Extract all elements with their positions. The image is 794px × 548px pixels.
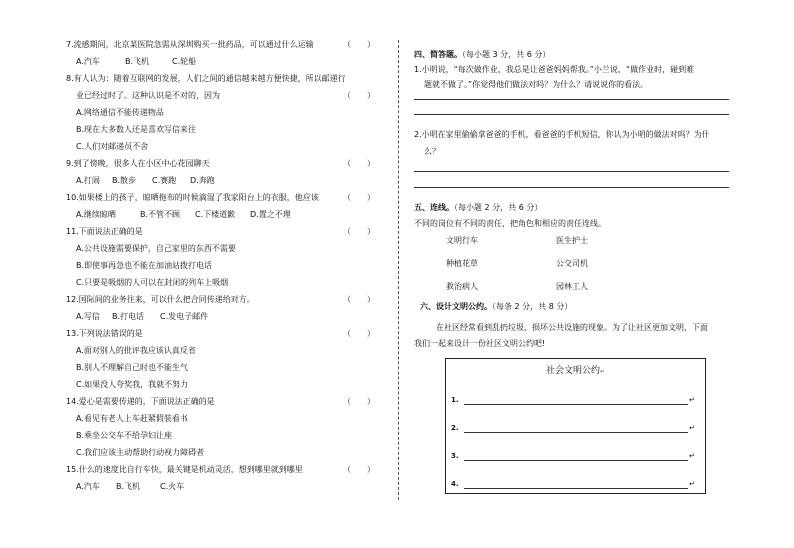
convention-item-number: 2. [451,424,459,432]
matching-right-item[interactable]: 公交司机 [556,259,588,268]
convention-box [445,358,706,494]
convention-item-number: 3. [451,452,459,460]
convention-item-number: 1. [451,396,459,404]
option-b: B.即使事再急也不能在加油站拨打电话 [76,261,213,270]
option-c: C.发电子邮件 [160,312,209,321]
option-a: A.继续晾晒 [76,210,116,219]
question-13-text: 13.下列说法错误的是 [66,329,143,338]
answer-paren[interactable]: （ ） [343,465,375,474]
question-2-line2: 么？ [424,147,440,156]
return-mark-icon: ↵ [689,424,695,432]
section-6-heading [420,301,572,312]
option-c: C.下楼道歉 [195,210,236,219]
question-12-text: 12.国际间的业务往来，可以什么把合同传递给对方。 [66,295,255,304]
option-c: C.火车 [160,482,185,491]
option-c: C.赛跑 [152,176,177,185]
question-15-text: 15.什么的速度比自行车快，最关键是机动灵活，想到哪里就到哪里 [66,465,303,474]
answer-line[interactable] [414,171,729,172]
option-b: B.不管不顾 [140,210,181,219]
convention-item-line[interactable] [464,460,688,461]
question-11-text: 11.下面说法正确的是 [66,227,143,236]
option-a: A.写信 [76,312,100,321]
option-a: A.面对别人的批评我应该认真反省 [76,346,196,355]
option-a: A.汽车 [76,57,100,66]
section-title: 六、设计文明公约。 [420,302,492,311]
convention-item-line[interactable] [464,432,688,433]
answer-paren[interactable]: （ ） [343,227,375,236]
return-mark-icon: ↵ [599,368,606,375]
convention-item-number: 4. [451,480,459,488]
option-d: D.置之不理 [250,210,291,219]
option-b: B.打电话 [112,312,145,321]
box-title-text: 社会文明公约 [545,366,600,376]
matching-right-item[interactable]: 园林工人 [556,282,588,291]
section-score: （每小题 2 分，共 6 分） [454,203,543,212]
section-4-heading [414,49,550,60]
option-c: C.我们应该主动帮助行动视力障碍者 [76,448,205,457]
section-score: （每小题 3 分，共 6 分） [462,50,551,59]
option-b: B.乘坐公交车不给孕妇让座 [76,431,173,440]
answer-line[interactable] [414,187,729,188]
question-2-line1: 2.小明在家里偷偷拿爸爸的手机，看爸爸的手机短信，你认为小明的做法对吗？为什 [414,130,710,139]
option-d: D.奔跑 [190,176,215,185]
option-c: C.轮船 [172,57,197,66]
answer-paren[interactable]: （ ） [343,397,375,406]
convention-box-title [446,365,705,378]
question-8-text: 8.有人认为：随着互联网的发展，人们之间的通信越来越方便快捷，所以邮递行 [66,74,346,83]
option-a: A.看见有老人上车赶紧假装看书 [76,414,188,423]
column-divider [398,40,399,500]
question-8-text-cont: 业已经过时了。这种认识是不对的，因为 [76,91,220,100]
question-14-text: 14.爱心是需要传递的，下面说法正确的是 [66,397,215,406]
matching-left-item[interactable]: 种植花草 [446,259,478,268]
section-6-paragraph: 在社区经常看到乱扔垃圾、损坏公共设施的现象。为了让社区更加文明，下面 [436,323,708,332]
answer-line[interactable] [414,114,729,115]
option-b: B.飞机 [125,57,150,66]
matching-right-item[interactable]: 医生护士 [556,236,588,245]
question-10-text: 10.如果楼上的孩子，晾晒拖布的时候滴湿了我家阳台上的衣服，他应该 [66,193,319,202]
return-mark-icon: ↵ [689,480,695,488]
answer-paren[interactable]: （ ） [343,159,375,168]
matching-left-item[interactable]: 文明行车 [446,236,478,245]
option-a: A.公共设施需要保护，自己家里的东西不需要 [76,244,236,253]
option-a: A.汽车 [76,482,100,491]
answer-paren[interactable]: （ ） [343,295,375,304]
return-mark-icon: ↵ [689,396,695,404]
section-title: 四、简答题。 [414,50,462,59]
option-c: C.人们对邮递员不舍 [76,142,149,151]
convention-item-line[interactable] [464,488,688,489]
option-a: A.打闹 [76,176,100,185]
answer-paren[interactable]: （ ） [343,193,375,202]
option-a: A.网络通信不能传递物品 [76,108,164,117]
section-5-heading [414,202,542,213]
section-score: （每条 2 分，共 8 分） [492,302,573,311]
answer-paren[interactable]: （ ） [343,329,375,338]
option-c: C.只要是吸烟的人可以在封闭的列车上吸烟 [76,278,229,287]
section-title: 五、连线。 [414,203,454,212]
question-1-line2: 题就不做了。”你觉得他们做法对吗？为什么？请说说你的看法。 [424,80,649,89]
option-b: B.飞机 [116,482,141,491]
option-c: C.如果没人夸奖我，我就不努力 [76,380,189,389]
option-b: B.散步 [112,176,137,185]
matching-instruction: 不同的岗位有不同的责任，把角色和相应的责任连线。 [414,219,606,228]
answer-paren[interactable]: （ ） [343,91,375,100]
option-b: B.现在大多数人还是喜欢写信来往 [76,125,197,134]
option-b: B.别人不理解自己时也不能生气 [76,363,189,372]
question-7-text: 7.流感期间，北京某医院急需从深圳购买一批药品，可以通过什么运输 [66,40,314,49]
return-mark-icon: ↵ [689,452,695,460]
matching-left-item[interactable]: 救治病人 [446,282,478,291]
section-6-paragraph-cont: 我们一起来设计一份社区文明公约吧! [414,339,546,348]
convention-item-line[interactable] [464,404,688,405]
question-1-line1: 1.小明说，“每次做作业，我总是让爸爸妈妈帮我。”小兰说，“做作业时，碰到难 [414,65,695,74]
question-9-text: 9.到了傍晚，很多人在小区中心花园聊天 [66,159,210,168]
answer-paren[interactable]: （ ） [343,40,375,49]
answer-line[interactable] [414,99,729,100]
